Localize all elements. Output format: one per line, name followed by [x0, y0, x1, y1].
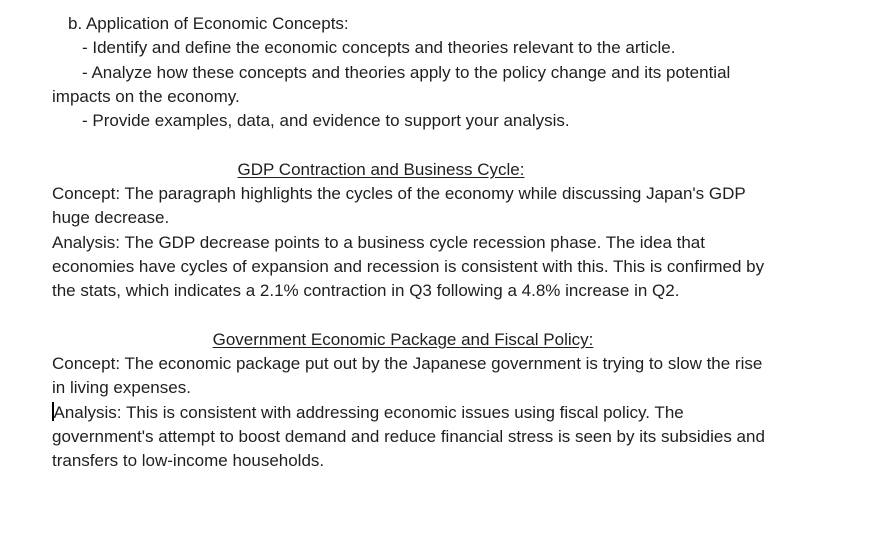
gdp-analysis-line-1: Analysis: The GDP decrease points to a business cycle recession phase. The idea that	[52, 232, 705, 252]
fiscal-concept-line-2: in living expenses.	[52, 378, 191, 398]
heading-fiscal-policy: Government Economic Package and Fiscal Policy:	[212, 329, 594, 349]
bullet-identify: - Identify and define the economic concepts and theories relevant to the article.	[82, 38, 676, 58]
document-body[interactable]	[52, 12, 842, 474]
fiscal-analysis-line-2: government's attempt to boost demand and reduce financial stress is seen by its subsidies and	[52, 427, 765, 447]
gdp-concept-line-1: Concept: The paragraph highlights the cycles of the economy while discussing Japan's GDP	[52, 184, 746, 204]
bullet-analyze: - Analyze how these concepts and theories apply to the policy change and its potential	[82, 62, 731, 82]
blank-line	[52, 304, 842, 328]
fiscal-analysis-line-1-row	[52, 401, 842, 425]
blank-line	[52, 133, 842, 157]
bullet-provide: - Provide examples, data, and evidence to support your analysis.	[82, 111, 570, 131]
gdp-concept-line-2: huge decrease.	[52, 208, 170, 228]
heading-gdp-contraction: GDP Contraction and Business Cycle:	[237, 159, 525, 179]
section-heading: b. Application of Economic Concepts:	[68, 14, 349, 33]
fiscal-analysis-line-1: Analysis: This is consistent with addressing economic issues using fiscal policy. The	[53, 402, 684, 422]
gdp-analysis-line-2: economies have cycles of expansion and recession is consistent with this. This is confirmed by	[52, 256, 765, 276]
bullet-analyze-continuation: impacts on the economy.	[52, 86, 240, 106]
fiscal-analysis-line-3: transfers to low-income households.	[52, 451, 325, 471]
fiscal-concept-line-1: Concept: The economic package put out by the Japanese government is trying to slow the rise	[52, 354, 763, 374]
gdp-analysis-line-3: the stats, which indicates a 2.1% contraction in Q3 following a 4.8% increase in Q2.	[52, 281, 680, 301]
